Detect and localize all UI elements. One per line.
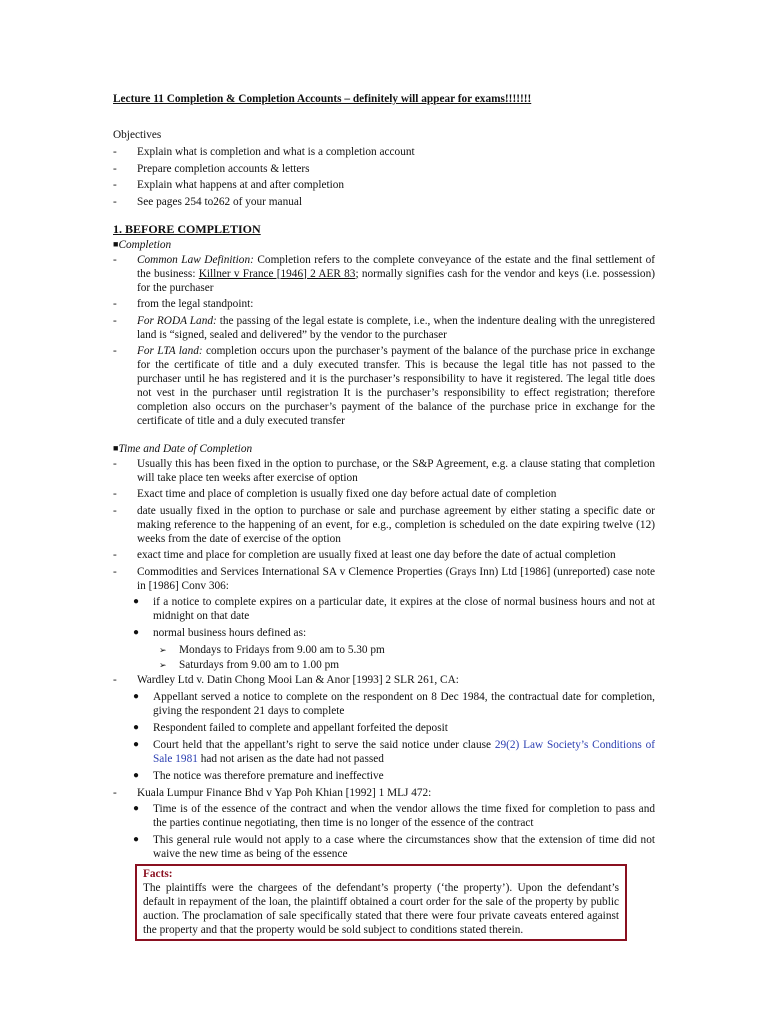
objective-item: - Explain what happens at and after completion bbox=[113, 179, 345, 191]
bullet-icon: ● bbox=[133, 690, 140, 702]
bullet-icon: ● bbox=[133, 803, 140, 814]
list-item: - For RODA Land: the passing of the legal estate is complete, i.e., when the indenture dealing with the unregistered land is “signed, sealed and delivered” by the vendor to the purchaser bbox=[113, 314, 655, 341]
bullet-item: ● The notice was therefore premature and ineffective bbox=[133, 769, 384, 782]
completion-subheading: ■Completion bbox=[113, 238, 172, 251]
list-item: - Common Law Definition: Completion refers to the complete conveyance of the estate and the final settlement of the business: Killner v France [1946] 2 AER 83; normally signifies cash for the vendor and keys (i.e. possession) for the purchaser bbox=[113, 253, 656, 294]
list-item: - For LTA land: completion occurs upon the purchaser’s payment of the balance of the purchase price in exchange for the certificate of title and a duly executed transfer. This is because the legal title has not passed to the purchaser until he has registered and it is the purchaser’s responsibility to have it registered. The legal title does not vest in the purchaser until registration It is the purchaser’s responsibility to effect registration; therefore completion also occurs on the purchaser’s payment of the balance of the purchase price in exchange for the certificate of title and a duly executed transfer bbox=[113, 345, 656, 427]
dash-marker: - bbox=[113, 488, 117, 500]
arrow-bullet-icon: ➢ bbox=[159, 660, 167, 670]
bullet-item: ● normal business hours defined as: bbox=[133, 627, 307, 639]
dash-marker: - bbox=[113, 253, 117, 266]
law-society-link[interactable]: 29(2) Law Society’s Conditions of Sale 1981 bbox=[153, 738, 655, 765]
bullet-icon: ● bbox=[133, 769, 140, 781]
objective-item: - Explain what is completion and what is a completion account bbox=[113, 146, 415, 158]
list-item: - from the legal standpoint: bbox=[113, 298, 254, 310]
bullet-icon: ● bbox=[133, 627, 140, 638]
list-item: - exact time and place for completion are usually fixed at least one day before the date of actual completion bbox=[113, 549, 616, 561]
list-item: - Kuala Lumpur Finance Bhd v Yap Poh Khian [1992] 1 MLJ 472: bbox=[113, 786, 432, 799]
objective-item: - Prepare completion accounts & letters bbox=[113, 162, 310, 175]
business-hours-list bbox=[159, 643, 655, 672]
document-page bbox=[113, 88, 655, 941]
bullet-item: ● Appellant served a notice to complete on the respondent on 8 Dec 1984, the contractual date for completion, giving the respondent 21 days to complete bbox=[133, 690, 655, 717]
bullet-item: ● Time is of the essence of the contract and when the vendor allows the time fixed for completion to pass and the parties continue negotiating, then time is no longer of the essence of the contract bbox=[133, 803, 655, 829]
dash-marker: - bbox=[113, 298, 117, 310]
dash-marker: - bbox=[113, 786, 117, 799]
dash-marker: - bbox=[113, 162, 117, 175]
bullet-icon: ● bbox=[133, 721, 140, 733]
lecture-title: Lecture 11 Completion & Completion Accounts – definitely will appear for exams!!!!!!! bbox=[113, 93, 532, 105]
kuala-bullets bbox=[133, 802, 655, 861]
list-item: - Usually this has been fixed in the option to purchase, or the S&P Agreement, e.g. a clause stating that completion will take place ten weeks after exercise of option bbox=[113, 457, 655, 484]
dash-marker: - bbox=[113, 179, 117, 191]
facts-box bbox=[135, 864, 627, 941]
bullet-icon: ● bbox=[133, 596, 140, 607]
dash-marker: - bbox=[113, 565, 117, 578]
dash-marker: - bbox=[113, 457, 117, 470]
bullet-item: ● Court held that the appellant’s right to serve the said notice under clause 29(2) Law Society’s Conditions of Sale 1981 had not arisen as the date had not passed bbox=[133, 738, 655, 765]
bullet-item: ● Respondent failed to complete and appellant forfeited the deposit bbox=[133, 721, 448, 734]
time-date-list bbox=[113, 457, 655, 862]
list-item: - Commodities and Services International SA v Clemence Properties (Grays Inn) Ltd [1986] (unreported) case note in [1986] Conv 306: bbox=[113, 565, 655, 592]
arrow-bullet-icon: ➢ bbox=[159, 645, 167, 655]
objectives-list bbox=[113, 145, 655, 209]
dash-marker: - bbox=[113, 345, 117, 357]
objective-item: - See pages 254 to262 of your manual bbox=[113, 195, 303, 208]
dash-marker: - bbox=[113, 195, 117, 208]
list-item: - Wardley Ltd v. Datin Chong Mooi Lan & Anor [1993] 2 SLR 261, CA: bbox=[113, 674, 459, 686]
arrow-item: ➢ Mondays to Fridays from 9.00 am to 5.30 pm bbox=[159, 644, 385, 656]
bullet-item: ● if a notice to complete expires on a particular date, it expires at the close of normal business hours and not at midnight on that date bbox=[133, 596, 655, 622]
objectives-label: Objectives bbox=[113, 129, 162, 141]
list-item: - date usually fixed in the option to purchase or sale and purchase agreement by either stating a specific date or making reference to the happening of an event, for e.g., completion is scheduled on the date expiring twelve (12) weeks from the date of exercise of the option bbox=[113, 504, 655, 545]
commodities-bullets bbox=[133, 595, 655, 640]
dash-marker: - bbox=[113, 674, 117, 686]
dash-marker: - bbox=[113, 146, 117, 158]
dash-marker: - bbox=[113, 314, 117, 327]
list-item: - Exact time and place of completion is usually fixed one day before actual date of completion bbox=[113, 488, 557, 500]
facts-label: Facts: bbox=[143, 868, 173, 880]
bullet-icon: ● bbox=[133, 834, 140, 845]
arrow-item: ➢ Saturdays from 9.00 am to 1.00 pm bbox=[159, 659, 340, 671]
facts-text: The plaintiffs were the chargees of the defendant’s property (‘the property’). Upon the defendant’s default in repayment of the loan, the plaintiff obtained a court order for the sale of the property by public auction. The proclamation of sale specifically stated that there were four private caveats entered against the property and that the property would be sold subject to conditions stated therein. bbox=[143, 882, 619, 936]
bullet-item: ● This general rule would not apply to a case where the circumstances show that the extension of time did not waive the new time as being of the essence bbox=[133, 834, 655, 860]
dash-marker: - bbox=[113, 549, 117, 561]
bullet-icon: ● bbox=[133, 738, 140, 750]
completion-list bbox=[113, 253, 655, 429]
wardley-bullets bbox=[133, 690, 655, 783]
dash-marker: - bbox=[113, 504, 117, 517]
square-bullet-icon: ■ bbox=[113, 238, 119, 249]
square-bullet-icon: ■ bbox=[113, 442, 119, 453]
time-date-subheading: ■Time and Date of Completion bbox=[113, 442, 253, 455]
case-citation: Killner v France [1946] 2 AER 83; bbox=[198, 267, 359, 280]
section-heading: 1. BEFORE COMPLETION bbox=[113, 221, 261, 236]
